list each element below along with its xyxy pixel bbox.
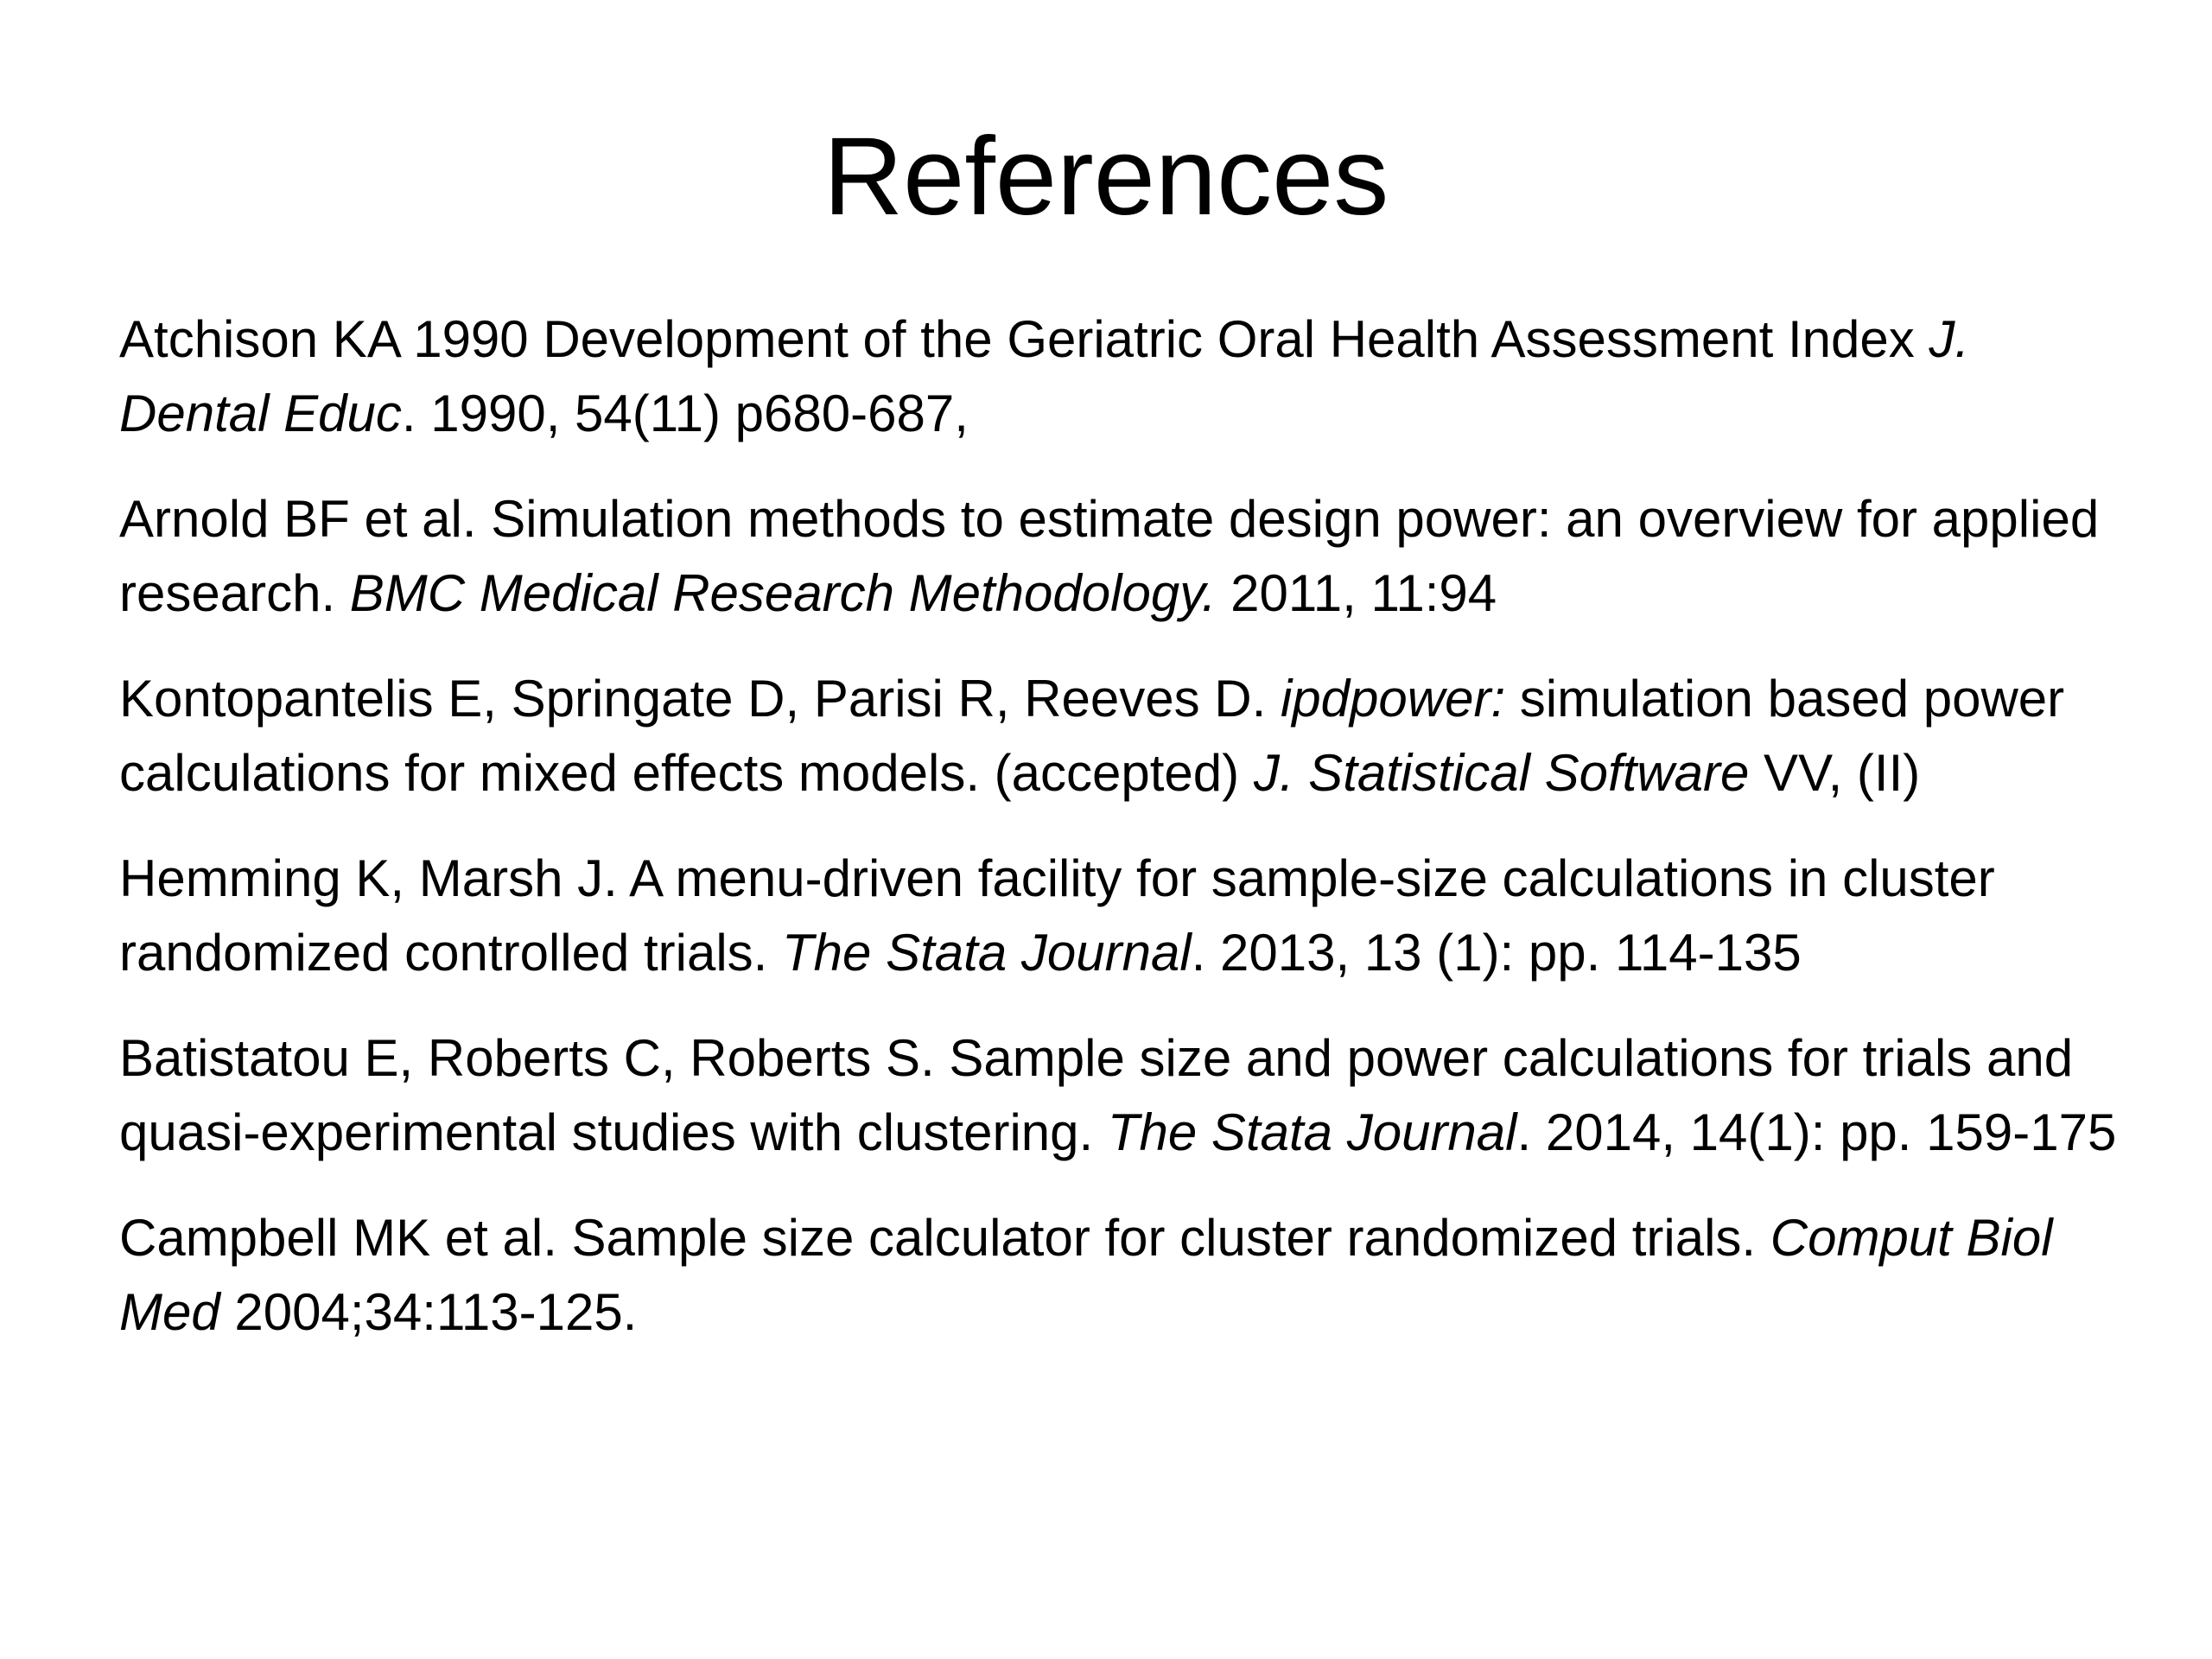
journal-title: The Stata Journal <box>782 924 1192 982</box>
journal-title: The Stata Journal <box>1107 1103 1517 1161</box>
reference-citation: . 1990, 54(11) p680-687, <box>401 385 969 442</box>
journal-title: J. Dental Educ <box>119 310 1970 442</box>
reference-citation: . 2013, 13 (1): pp. 114-135 <box>1191 924 1802 982</box>
journal-title: J. Statistical Software <box>1253 744 1750 802</box>
slide-title: References <box>823 115 1389 238</box>
reference-item <box>119 482 2124 631</box>
reference-citation: 2011, 11:94 <box>1216 564 1497 622</box>
reference-item <box>119 302 2124 451</box>
reference-text: Arnold BF et al. Simulation methods to estimate design power: an overview for applied research. <box>119 490 2100 622</box>
reference-text-continued: simulation based power calculations for mixed effects models. (accepted) <box>119 670 2065 802</box>
reference-citation: 2004;34:113-125. <box>219 1283 638 1341</box>
journal-title: Comput Biol Med <box>119 1209 2053 1341</box>
reference-item <box>119 1021 2124 1170</box>
reference-citation: . 2014, 14(1): pp. 159-175 <box>1516 1103 2117 1161</box>
reference-item <box>119 842 2124 990</box>
reference-text: Batistatou E, Roberts C, Roberts S. Sample size and power calculations for trials and quasi-experimental studies with clustering. <box>119 1029 2074 1161</box>
reference-text: Atchison KA 1990 Development of the Geriatric Oral Health Assessment Index <box>119 310 1929 368</box>
reference-item <box>119 1201 2124 1350</box>
reference-item <box>119 662 2124 810</box>
software-name: ipdpower: <box>1280 670 1506 728</box>
journal-title: BMC Medical Research Methodology. <box>349 564 1217 622</box>
reference-list <box>119 302 2124 1381</box>
reference-text: Hemming K, Marsh J. A menu-driven facility for sample-size calculations in cluster randomized controlled trials. <box>119 849 1995 982</box>
reference-text: Kontopantelis E, Springate D, Parisi R, Reeves D. <box>119 670 1281 728</box>
reference-text: Campbell MK et al. Sample size calculator for cluster randomized trials. <box>119 1209 1770 1267</box>
reference-citation: VV, (II) <box>1749 744 1921 802</box>
